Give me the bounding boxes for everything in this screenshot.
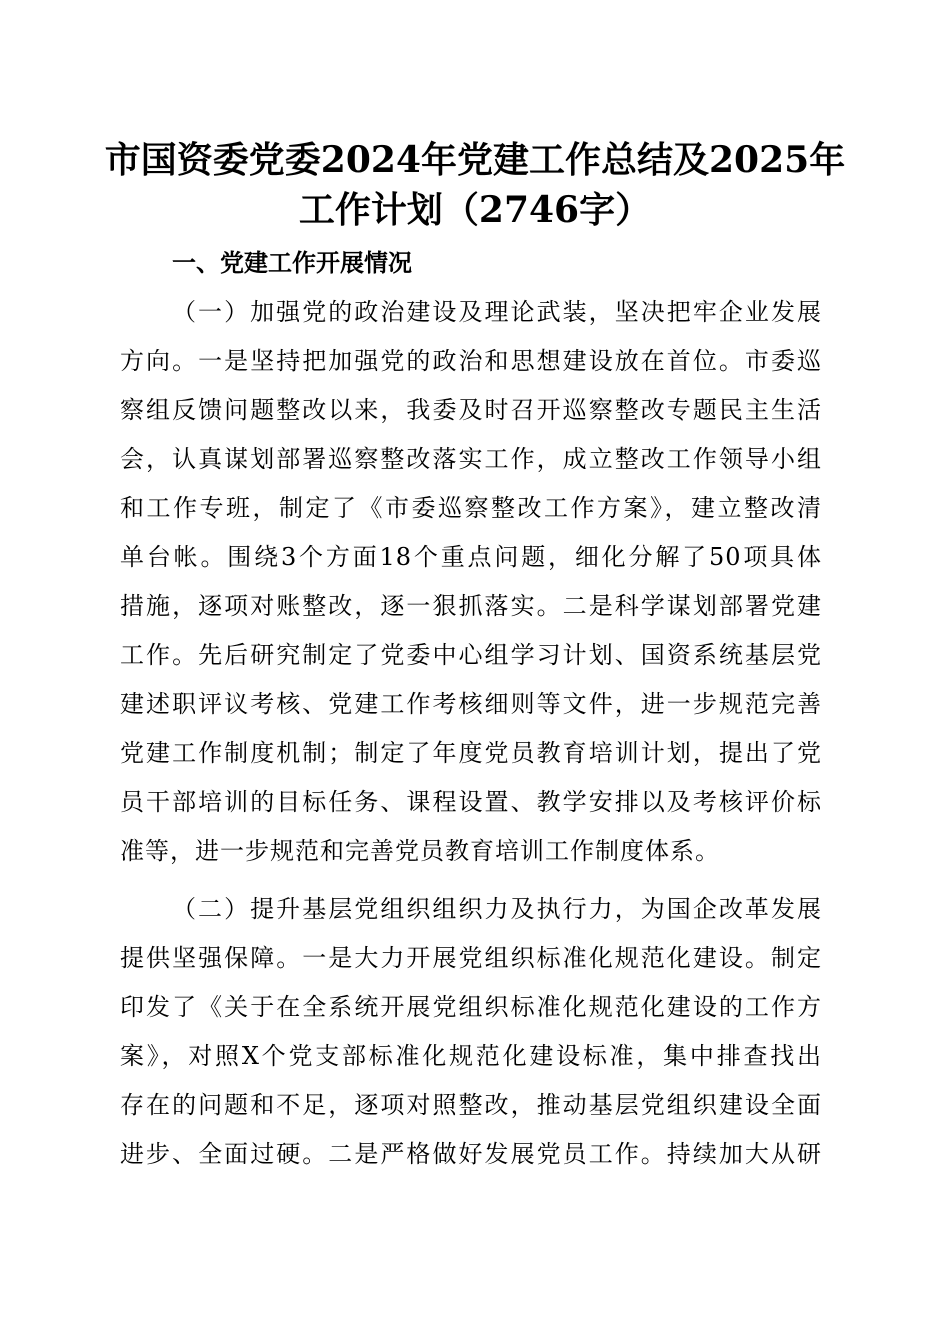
paragraph-1-line: 建述职评议考核、党建工作考核细则等文件，进一步规范完善	[120, 690, 822, 718]
paragraph-1-line: 会，认真谋划部署巡察整改落实工作，成立整改工作领导小组	[120, 445, 822, 473]
paragraph-2-line: 印发了《关于在全系统开展党组织标准化规范化建设的工作方	[120, 993, 822, 1021]
document-title-line-2: 工作计划（2746字）	[298, 189, 652, 231]
paragraph-1-line: 准等，进一步规范和完善党员教育培训工作制度体系。	[120, 837, 720, 865]
paragraph-2-line: 存在的问题和不足，逐项对照整改，推动基层党组织建设全面	[120, 1091, 822, 1119]
paragraph-2-line: 进步、全面过硬。二是严格做好发展党员工作。持续加大从研	[120, 1140, 822, 1168]
paragraph-2-line: （二）提升基层党组织组织力及执行力，为国企改革发展	[172, 895, 822, 923]
paragraph-1-line: 察组反馈问题整改以来，我委及时召开巡察整改专题民主生活	[120, 396, 822, 424]
paragraph-2-line: 提供坚强保障。一是大力开展党组织标准化规范化建设。制定	[120, 944, 822, 972]
paragraph-2-line: 案》，对照X个党支部标准化规范化建设标准，集中排查找出	[120, 1042, 822, 1070]
paragraph-1-line: 方向。一是坚持把加强党的政治和思想建设放在首位。市委巡	[120, 347, 822, 375]
section-heading-1: 一、党建工作开展情况	[172, 249, 412, 277]
paragraph-1-line: 和工作专班，制定了《市委巡察整改工作方案》，建立整改清	[120, 494, 822, 522]
document-title-line-1: 市国资委党委2024年党建工作总结及2025年	[104, 139, 846, 181]
paragraph-1-line: 工作。先后研究制定了党委中心组学习计划、国资系统基层党	[120, 641, 822, 669]
paragraph-1-line: 单台帐。围绕3个方面18个重点问题，细化分解了50项具体	[120, 543, 822, 571]
paragraph-1-line: （一）加强党的政治建设及理论武装，坚决把牢企业发展	[172, 298, 822, 326]
paragraph-1-line: 员干部培训的目标任务、课程设置、教学安排以及考核评价标	[120, 788, 822, 816]
paragraph-1-line: 措施，逐项对账整改，逐一狠抓落实。二是科学谋划部署党建	[120, 592, 822, 620]
paragraph-1-line: 党建工作制度机制；制定了年度党员教育培训计划，提出了党	[120, 739, 822, 767]
